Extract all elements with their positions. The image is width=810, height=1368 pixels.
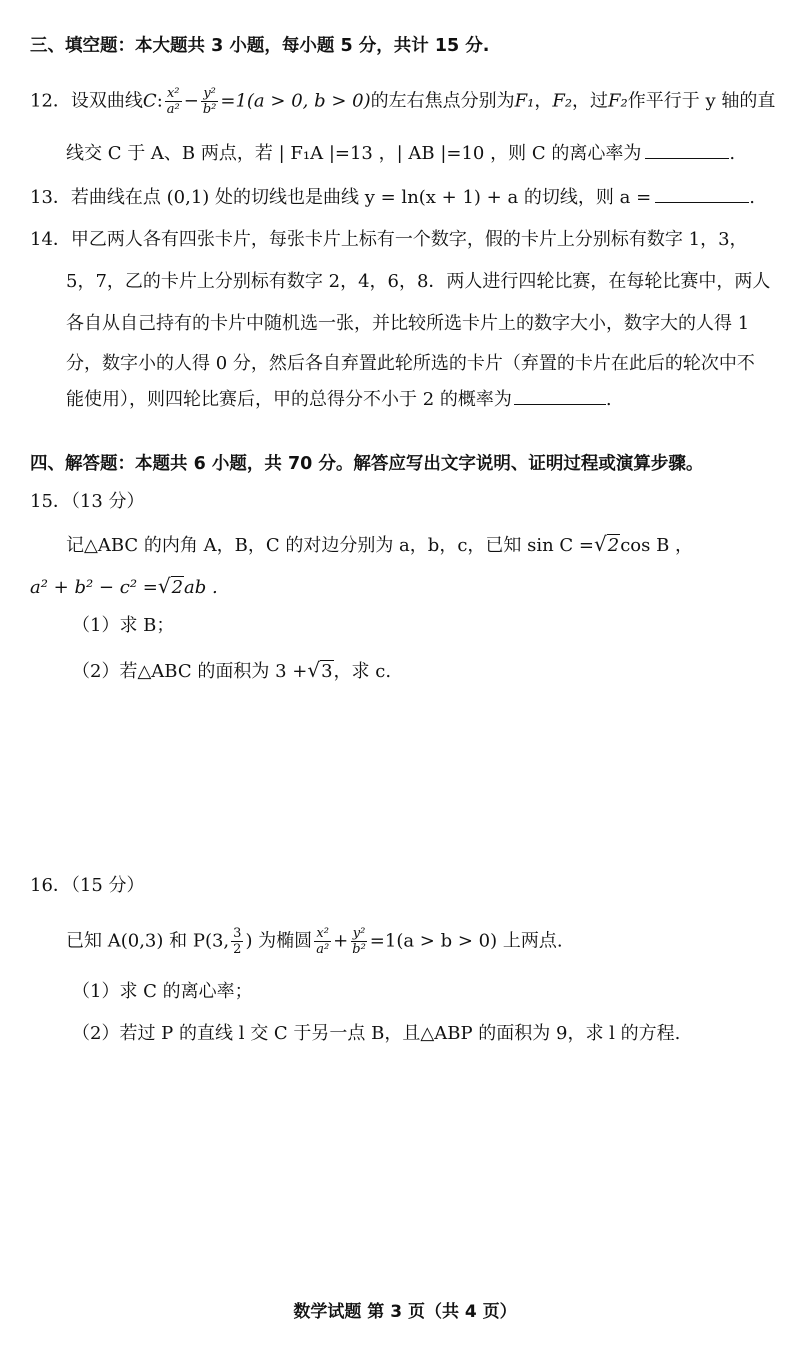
section-4-heading: 四、解答题：本题共 6 小题，共 70 分。解答应写出文字说明、证明过程或演算步骤。 (30, 454, 704, 474)
q16-plus: + (333, 930, 349, 952)
question-15-line-1 (66, 532, 693, 558)
question-16-part-1: （1）求 C 的离心率； (72, 981, 253, 1002)
q15-text: 记△ABC 的内角 A，B，C 的对边分别为 a，b，c，已知 sin C = (66, 535, 595, 556)
q12-text: ，过 (572, 90, 609, 112)
question-number: 13． (30, 187, 71, 208)
question-14-line-2: 5，7，乙的卡片上分别标有数字 2，4，6，8．两人进行四轮比赛，在每轮比赛中，两人 (66, 271, 771, 292)
fraction (231, 926, 243, 957)
q15-text: cos B ， (620, 535, 694, 556)
q12-text: 线交 C 于 A、B 两点，若 | F₁A |=13 ，| AB |=10 ，则 C 的离心率为 (66, 143, 642, 164)
fraction-denominator: 2 (233, 942, 242, 957)
q12-f1: F₁ (514, 90, 535, 112)
q16-text: ) 为椭圆 (245, 930, 313, 952)
q12-sep: ， (534, 90, 553, 112)
question-number: 12． (30, 90, 71, 112)
sqrt: √2 (594, 532, 620, 556)
fraction (165, 86, 182, 117)
question-16-header: 16．（15 分） (30, 875, 145, 896)
fraction-numerator: 3 (233, 926, 242, 941)
fraction (350, 926, 368, 957)
fraction-numerator: y² (203, 86, 216, 101)
fraction-denominator: a² (316, 942, 330, 957)
section-3-heading: 三、填空题：本大题共 3 小题，每小题 5 分，共计 15 分. (30, 36, 490, 56)
q14-end: . (605, 389, 612, 410)
fraction-denominator: b² (352, 942, 366, 957)
answer-blank[interactable] (514, 388, 606, 405)
question-number: 14． (30, 229, 71, 250)
q12-curve: C (142, 90, 157, 112)
sqrt-radicand: 2 (171, 577, 184, 598)
sqrt: √3 (307, 658, 333, 682)
q12-condition: =1(a > 0, b > 0) (220, 90, 371, 112)
question-12-line-2 (66, 142, 735, 166)
fraction-numerator: x² (166, 86, 180, 101)
question-14-line-5 (66, 388, 612, 412)
fraction (201, 86, 219, 117)
q16-text: 已知 A(0,3) 和 P(3, (66, 930, 230, 952)
answer-blank[interactable] (655, 186, 749, 203)
q13-text: 若曲线在点 (0,1) 处的切线也是曲线 y = ln(x + 1) + a 的切线，则 a = (70, 187, 652, 208)
q13-end: . (749, 187, 755, 208)
sqrt: √2 (157, 574, 184, 598)
fraction-numerator: x² (316, 926, 329, 941)
question-13 (30, 186, 755, 210)
question-16-part-2: （2）若过 P 的直线 l 交 C 于另一点 B，且△ABP 的面积为 9，求 l 的方程. (72, 1023, 681, 1044)
q14-text: 甲乙两人各有四张卡片，每张卡片上标有一个数字，假的卡片上分别标有数字 1，3， (70, 229, 748, 250)
q12-minus: − (183, 90, 199, 112)
sqrt-radicand: 2 (607, 535, 620, 556)
question-15-part-1: （1）求 B； (72, 615, 175, 636)
question-16-line-1 (66, 926, 563, 957)
q15-text: ，求 c. (333, 661, 392, 682)
question-15-part-2 (72, 658, 391, 684)
q16-text: =1(a > b > 0) 上两点. (369, 930, 563, 952)
question-14-line-3: 各自从自己持有的卡片中随机选一张，并比较所选卡片上的数字大小，数字大的人得 1 (66, 313, 750, 334)
question-14-line-4: 分，数字小的人得 0 分，然后各自弃置此轮所选的卡片（弃置的卡片在此后的轮次中不 (66, 353, 755, 374)
q12-end: . (729, 143, 736, 164)
page-footer: 数学试题 第 3 页（共 4 页） (293, 1302, 517, 1322)
q12-f2: F₂ (552, 90, 573, 112)
q15-text: （2）若△ABC 的面积为 3 + (72, 661, 308, 682)
fraction-denominator: a² (166, 102, 180, 117)
q12-f2: F₂ (608, 90, 628, 112)
answer-blank[interactable] (645, 142, 729, 159)
q12-text: 的左右焦点分别为 (370, 90, 515, 112)
q14-text: 能使用），则四轮比赛后，甲的总得分不小于 2 的概率为 (66, 389, 512, 410)
q12-text: 作平行于 y 轴的直 (627, 90, 776, 112)
question-14-line-1 (30, 228, 748, 252)
fraction-denominator: b² (202, 102, 217, 117)
q15-equation: ab . (184, 577, 218, 598)
sqrt-radicand: 3 (321, 661, 333, 682)
fraction-numerator: y² (352, 926, 366, 941)
fraction (314, 926, 331, 957)
question-15-line-2 (30, 574, 218, 600)
q12-text: 设双曲线 (70, 90, 143, 112)
q15-equation: a² + b² − c² = (30, 577, 158, 598)
q12-colon: : (156, 90, 163, 112)
question-12-line-1 (30, 86, 775, 117)
question-15-header: 15．（13 分） (30, 491, 145, 512)
